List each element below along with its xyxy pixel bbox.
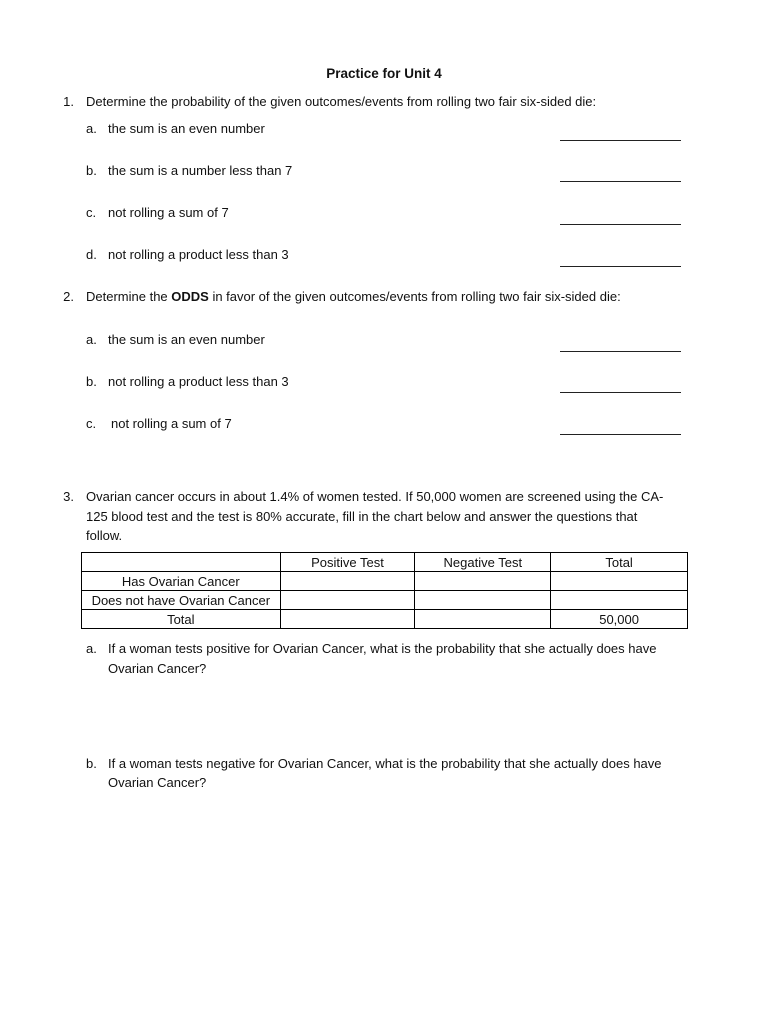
q2-item-b-letter: b. (86, 374, 97, 389)
q3-item-b-line-1: If a woman tests negative for Ovarian Cancer, what is the probability that she actually does have (108, 756, 662, 771)
table-row (82, 610, 688, 629)
table-header-cell: Total (551, 553, 688, 572)
question-2-text (86, 289, 621, 304)
table-cell[interactable] (415, 610, 551, 629)
q2-item-a-letter: a. (86, 332, 97, 347)
table-header-cell (82, 553, 281, 572)
two-way-table (81, 552, 688, 629)
q3-item-a-letter: a. (86, 641, 97, 656)
question-3-number: 3. (63, 489, 74, 504)
q2-odds-emphasis: ODDS (171, 289, 209, 304)
table-cell[interactable] (280, 610, 415, 629)
q2-answer-blank-b[interactable] (560, 392, 681, 393)
table-cell[interactable] (415, 591, 551, 610)
table-row-label: Total (82, 610, 281, 629)
table-cell[interactable] (280, 591, 415, 610)
table-row (82, 572, 688, 591)
q2-answer-blank-c[interactable] (560, 434, 681, 435)
table-row-label: Does not have Ovarian Cancer (82, 591, 281, 610)
question-3-line-1: Ovarian cancer occurs in about 1.4% of women tested. If 50,000 women are screened using the CA- (86, 489, 664, 504)
q1-item-d-text: not rolling a product less than 3 (108, 247, 289, 262)
q1-answer-blank-d[interactable] (560, 266, 681, 267)
q2-item-b-text: not rolling a product less than 3 (108, 374, 289, 389)
q3-item-a-line-1: If a woman tests positive for Ovarian Cancer, what is the probability that she actually does have (108, 641, 657, 656)
question-3-line-2: 125 blood test and the test is 80% accurate, fill in the chart below and answer the questions that (86, 509, 638, 524)
q1-answer-blank-b[interactable] (560, 181, 681, 182)
table-header-cell: Negative Test (415, 553, 551, 572)
table-row-label: Has Ovarian Cancer (82, 572, 281, 591)
table-header-row (82, 553, 688, 572)
table-row (82, 591, 688, 610)
table-cell[interactable] (280, 572, 415, 591)
q2-text-before: Determine the (86, 289, 172, 304)
question-2-number: 2. (63, 289, 74, 304)
table-cell[interactable] (551, 572, 688, 591)
question-1-number: 1. (63, 94, 74, 109)
question-1-text: Determine the probability of the given outcomes/events from rolling two fair six-sided die: (86, 94, 597, 109)
q2-item-c-letter: c. (86, 416, 97, 431)
q2-answer-blank-a[interactable] (560, 351, 681, 352)
table-cell: 50,000 (551, 610, 688, 629)
q3-item-b-letter: b. (86, 756, 97, 771)
question-3-line-3: follow. (86, 528, 123, 543)
q3-item-b-line-2: Ovarian Cancer? (108, 775, 207, 790)
q1-item-a-text: the sum is an even number (108, 121, 265, 136)
q1-item-d-letter: d. (86, 247, 97, 262)
q2-item-c-text: not rolling a sum of 7 (111, 416, 232, 431)
q1-item-b-text: the sum is a number less than 7 (108, 163, 293, 178)
q2-item-a-text: the sum is an even number (108, 332, 265, 347)
q1-item-c-text: not rolling a sum of 7 (108, 205, 229, 220)
q1-answer-blank-a[interactable] (560, 140, 681, 141)
table-cell[interactable] (551, 591, 688, 610)
q3-item-a-line-2: Ovarian Cancer? (108, 661, 207, 676)
q1-answer-blank-c[interactable] (560, 224, 681, 225)
q1-item-c-letter: c. (86, 205, 97, 220)
table-header-cell: Positive Test (280, 553, 415, 572)
table-cell[interactable] (415, 572, 551, 591)
q2-text-after: in favor of the given outcomes/events from rolling two fair six-sided die: (208, 289, 621, 304)
page-title: Practice for Unit 4 (326, 66, 442, 81)
q1-item-a-letter: a. (86, 121, 97, 136)
q1-item-b-letter: b. (86, 163, 97, 178)
